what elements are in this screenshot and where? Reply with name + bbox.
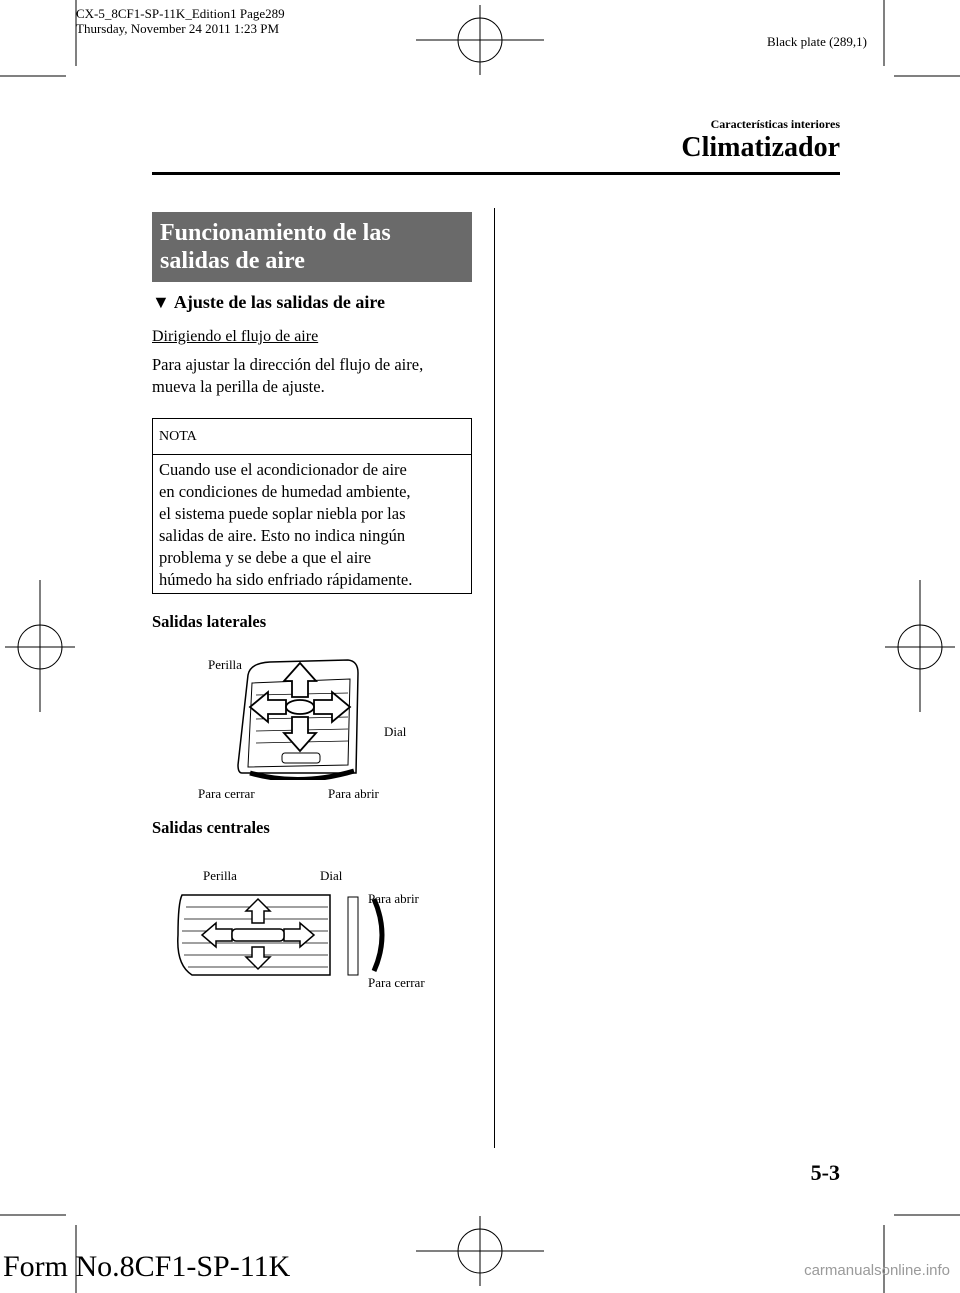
nota-line: húmedo ha sido enfriado rápidamente. [159, 570, 413, 589]
nota-label: NOTA [153, 419, 471, 455]
nota-box [152, 418, 472, 594]
figure-central-title: Salidas centrales [152, 818, 270, 837]
page-number: 5-3 [810, 1160, 840, 1185]
figure-lateral-title: Salidas laterales [152, 612, 267, 631]
nota-line: en condiciones de humedad ambiente, [159, 482, 411, 501]
underline-heading: Dirigiendo el flujo de aire [152, 328, 319, 345]
section-title-line-1: Funcionamiento de las [160, 220, 391, 246]
running-head: Características interiores [710, 117, 840, 131]
chapter-title: Climatizador [681, 132, 840, 163]
central-label-dial: Dial [320, 868, 343, 883]
nota-text [159, 459, 465, 591]
watermark: carmanualsonline.info [804, 1262, 950, 1279]
column-divider [494, 208, 495, 1148]
print-line-2: Thursday, November 24 2011 1:23 PM [76, 21, 280, 36]
lateral-label-close: Para cerrar [198, 786, 255, 801]
lateral-label-open: Para abrir [328, 786, 379, 801]
body-line-1: Para ajustar la dirección del flujo de aire, [152, 355, 424, 374]
lateral-vent-illustration [230, 655, 370, 780]
nota-line: salidas de aire. Esto no indica ningún [159, 526, 406, 545]
section-title-box [152, 212, 472, 282]
subheading [152, 292, 385, 313]
section-title-line-2: salidas de aire [160, 248, 305, 274]
nota-line: Cuando use el acondicionador de aire [159, 460, 407, 479]
central-label-open: Para abrir [368, 891, 419, 906]
triangle-down-icon: ▼ [152, 292, 170, 312]
body-paragraph [152, 354, 472, 398]
nota-line: el sistema puede soplar niebla por las [159, 504, 406, 523]
print-line-1: CX-5_8CF1-SP-11K_Edition1 Page289 [76, 6, 285, 21]
nota-line: problema y se debe a que el aire [159, 548, 372, 567]
header-rule [152, 172, 840, 175]
body-line-2: mueva la perilla de ajuste. [152, 377, 325, 396]
plate-label: Black plate (289,1) [767, 34, 867, 49]
lateral-label-dial: Dial [384, 724, 407, 739]
subheading-text: Ajuste de las salidas de aire [173, 292, 386, 312]
print-info [76, 6, 285, 36]
central-label-close: Para cerrar [368, 975, 425, 990]
lateral-label-knob: Perilla [208, 657, 242, 672]
form-number: Form No.8CF1-SP-11K [3, 1250, 291, 1283]
central-label-knob: Perilla [203, 868, 237, 883]
